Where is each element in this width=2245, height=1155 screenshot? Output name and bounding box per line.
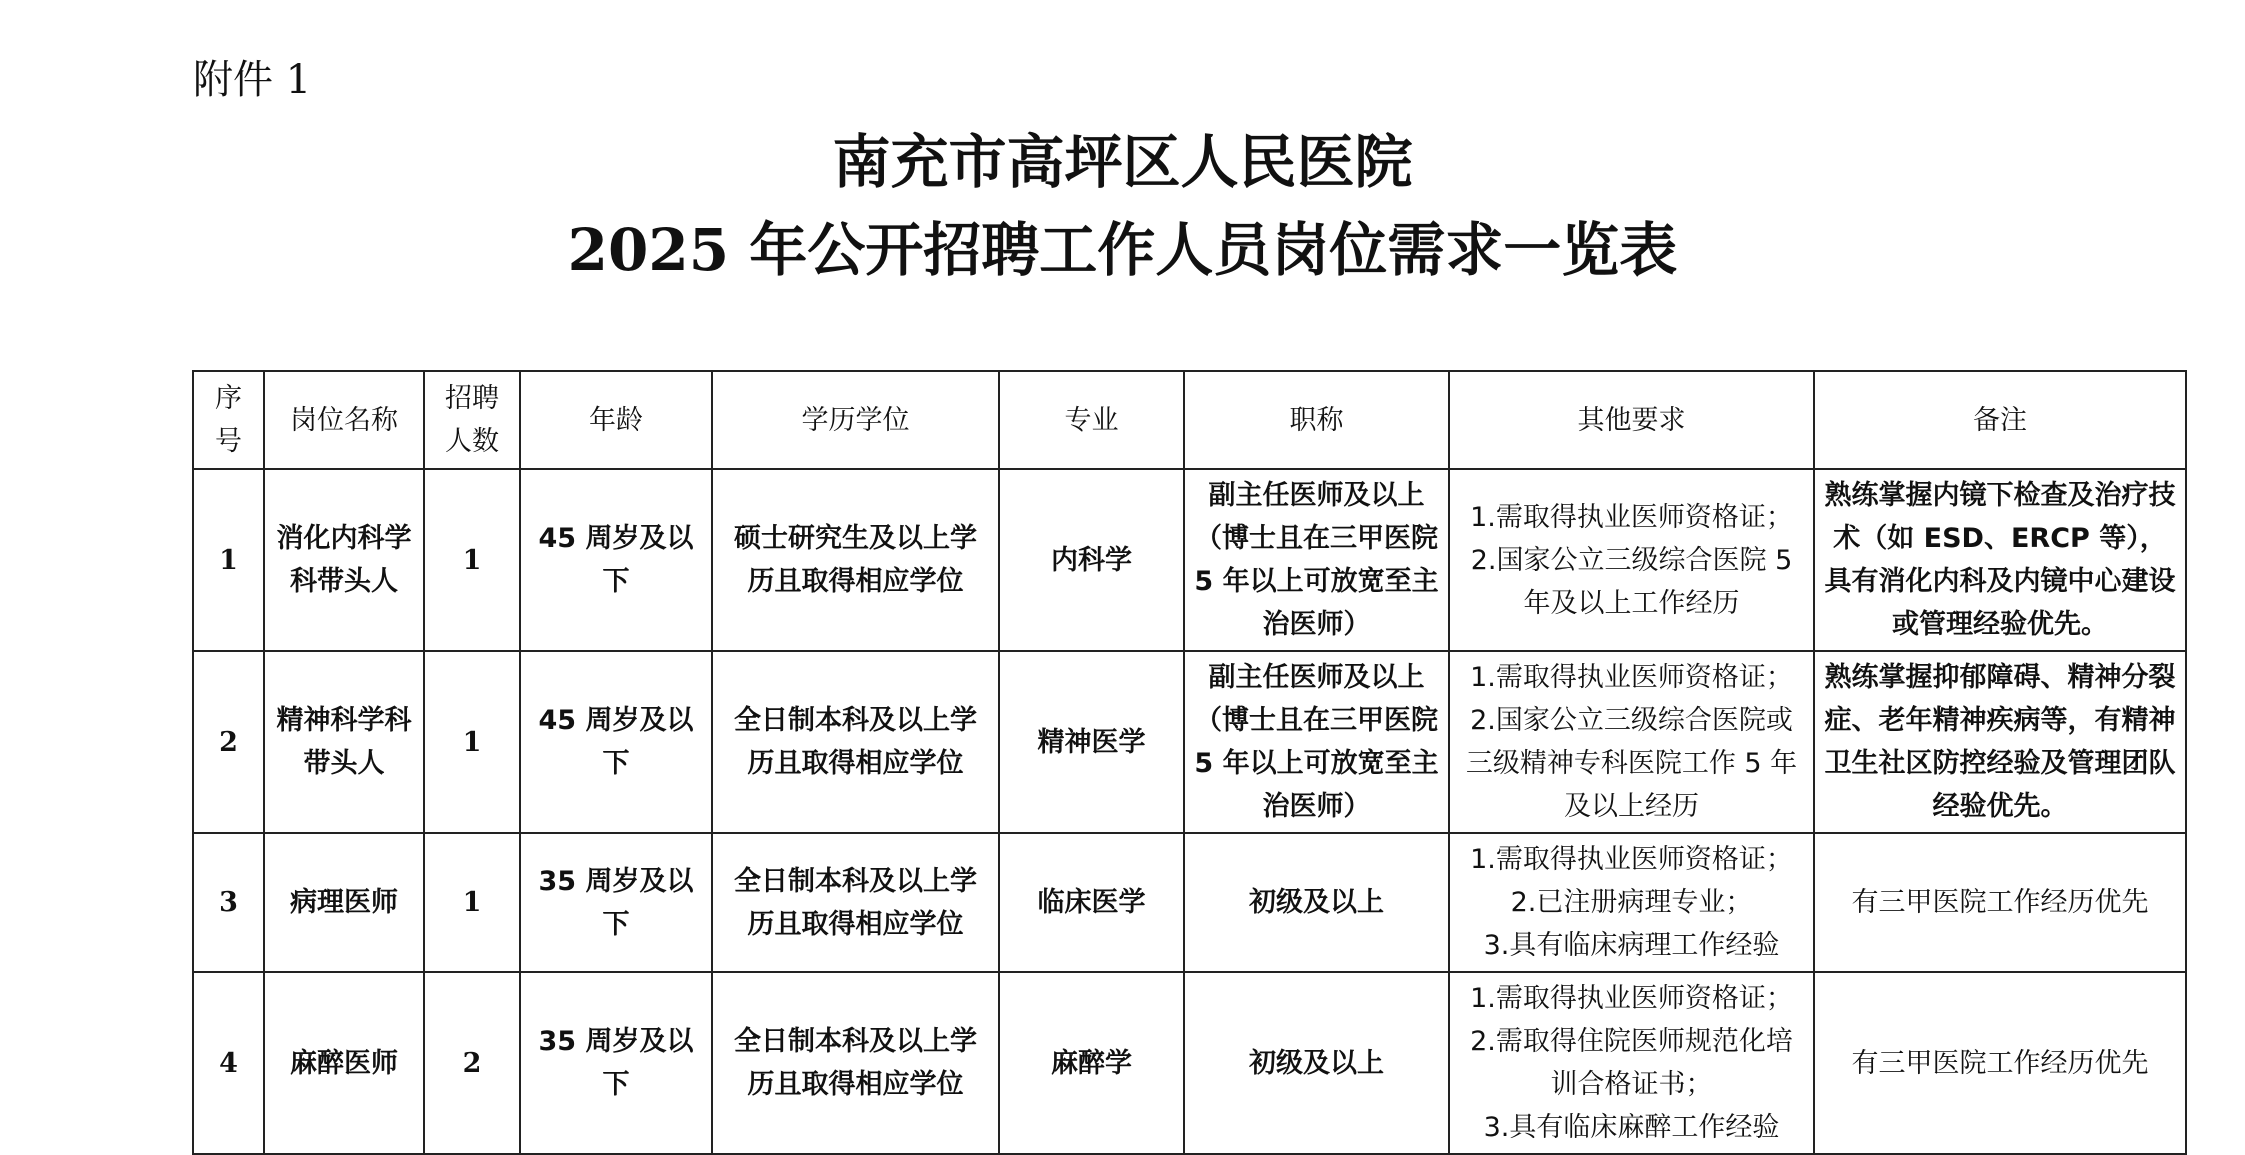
cell-major: 内科学 [999,469,1184,651]
header-other-requirements: 其他要求 [1449,371,1814,469]
cell-notes: 熟练掌握内镜下检查及治疗技术（如 ESD、ERCP 等），具有消化内科及内镜中心建设或管理经验优先。 [1814,469,2186,651]
requirement-item: 3.具有临床麻醉工作经验 [1483,1112,1780,1143]
header-notes: 备注 [1814,371,2186,469]
cell-major: 麻醉学 [999,972,1184,1154]
attachment-label: 附件 1 [193,57,312,103]
cell-education: 全日制本科及以上学历且取得相应学位 [712,833,999,972]
header-no: 序号 [193,371,264,469]
cell-count: 1 [424,833,520,972]
requirement-item: 1.需取得执业医师资格证； [1470,501,1793,533]
table-header-row [193,371,2186,469]
requirement-item: 3.具有临床病理工作经验 [1483,930,1780,961]
cell-age: 45 周岁及以下 [520,469,712,651]
title-line-1: 南充市高坪区人民医院 [832,128,1413,196]
cell-position-name: 麻醉医师 [264,972,424,1154]
cell-no: 3 [193,833,264,972]
cell-age: 35 周岁及以下 [520,972,712,1154]
cell-age: 35 周岁及以下 [520,833,712,972]
cell-title: 副主任医师及以上（博士且在三甲医院 5 年以上可放宽至主治医师） [1184,469,1449,651]
header-title: 职称 [1184,371,1449,469]
cell-count: 2 [424,972,520,1154]
cell-title: 初级及以上 [1184,972,1449,1154]
table-row [193,469,2186,651]
header-age: 年龄 [520,371,712,469]
cell-no: 1 [193,469,264,651]
cell-count: 1 [424,469,520,651]
requirement-item: 2.需取得住院医师规范化培训合格证书； [1470,1026,1793,1100]
cell-other-requirements [1449,833,1814,972]
cell-major: 临床医学 [999,833,1184,972]
cell-position-name: 精神科学科带头人 [264,651,424,833]
cell-other-requirements [1449,651,1814,833]
requirement-item: 2.国家公立三级综合医院 5 年及以上工作经历 [1470,544,1793,619]
table-row [193,972,2186,1154]
header-count: 招聘人数 [424,371,520,469]
requirement-item: 1.需取得执业医师资格证； [1470,844,1793,875]
cell-education: 全日制本科及以上学历且取得相应学位 [712,972,999,1154]
cell-position-name: 病理医师 [264,833,424,972]
cell-count: 1 [424,651,520,833]
header-major: 专业 [999,371,1184,469]
requirement-item: 2.已注册病理专业； [1510,887,1753,918]
title-line-2 [0,206,2245,294]
cell-other-requirements [1449,469,1814,651]
header-education: 学历学位 [712,371,999,469]
cell-notes: 有三甲医院工作经历优先 [1814,833,2186,972]
cell-no: 4 [193,972,264,1154]
cell-education: 全日制本科及以上学历且取得相应学位 [712,651,999,833]
cell-age: 45 周岁及以下 [520,651,712,833]
cell-major: 精神医学 [999,651,1184,833]
cell-title: 副主任医师及以上（博士且在三甲医院 5 年以上可放宽至主治医师） [1184,651,1449,833]
job-requirements-table [192,370,2187,1155]
cell-education: 硕士研究生及以上学历且取得相应学位 [712,469,999,651]
cell-notes: 有三甲医院工作经历优先 [1814,972,2186,1154]
requirement-item: 1.需取得执业医师资格证； [1470,983,1793,1014]
table-row [193,651,2186,833]
header-position-name: 岗位名称 [264,371,424,469]
cell-notes: 熟练掌握抑郁障碍、精神分裂症、老年精神疾病等，有精神卫生社区防控经验及管理团队经验优先。 [1814,651,2186,833]
cell-title: 初级及以上 [1184,833,1449,972]
cell-position-name: 消化内科学科带头人 [264,469,424,651]
requirement-item: 2.国家公立三级综合医院或三级精神专科医院工作 5 年及以上经历 [1465,705,1798,822]
document-title [0,118,2245,294]
requirement-item: 1.需取得执业医师资格证； [1470,662,1793,693]
title-line-2-text: 年公开招聘工作人员岗位需求一览表 [729,216,1678,284]
cell-no: 2 [193,651,264,833]
title-year: 2025 [567,216,730,284]
table-row [193,833,2186,972]
cell-other-requirements [1449,972,1814,1154]
